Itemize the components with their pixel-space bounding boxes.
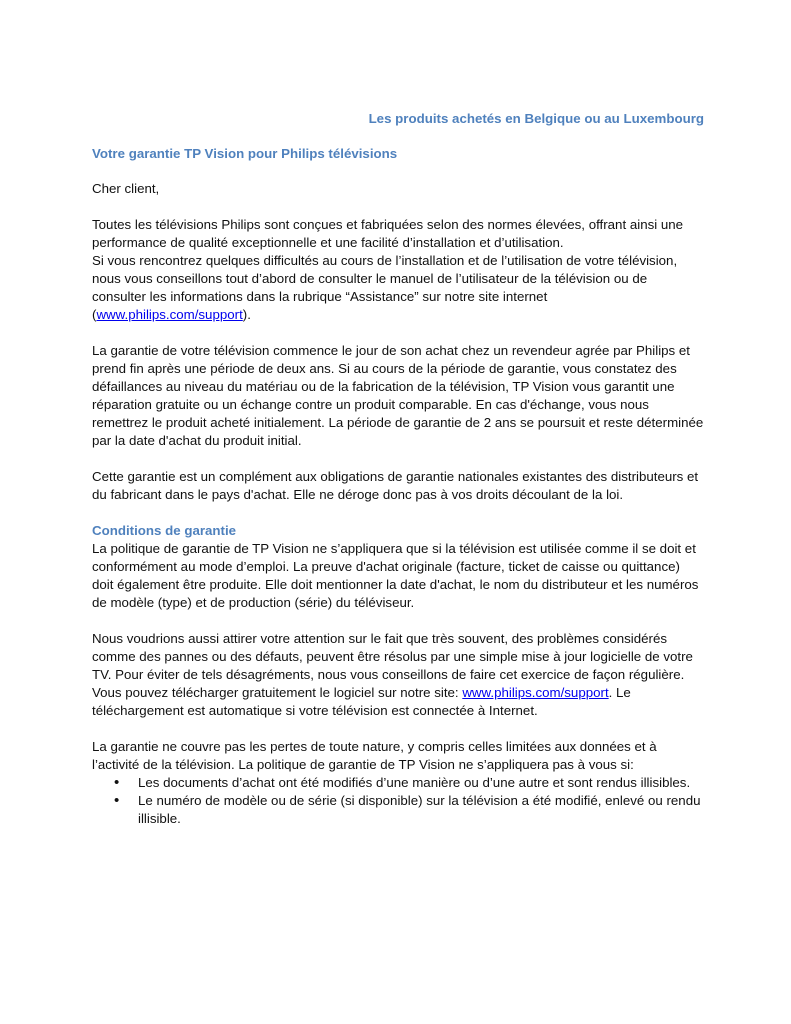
conditions-heading: Conditions de garantie (92, 523, 237, 538)
support-text: Si vous rencontrez quelques difficultés au cours de l’installation et de l’utilisation de votre télévision, nous vous conseillons tout d’abord de consulter le manuel de l’utilisateur de la télévision ou de consulter les informations dans la rubrique “Assistance” sur notre site internet ( (92, 253, 678, 322)
salutation: Cher client, (92, 181, 160, 196)
legal-complement-paragraph: Cette garantie est un complément aux obligations de garantie nationales existantes des distributeurs et du fabricant dans le pays d'achat. Elle ne déroge donc pas à vos droits découlant de la loi. (92, 469, 699, 502)
software-update-paragraph (92, 630, 704, 720)
list-item: • Les documents d’achat ont été modifiés d’une manière ou d’une autre et sont rendus illisibles. (138, 774, 704, 792)
country-title: Les produits achetés en Belgique ou au Luxembourg (368, 111, 704, 126)
support-text-end: ). (242, 307, 251, 322)
exclusions-paragraph: La garantie ne couvre pas les pertes de toute nature, y compris celles limitées aux données et à l’activité de la télévision. La politique de garantie de TP Vision ne s’appliquera pas à vous si: (92, 739, 657, 772)
software-support-link[interactable]: www.philips.com/support (462, 685, 609, 700)
support-link[interactable]: www.philips.com/support (96, 307, 243, 322)
software-text: Nous voudrions aussi attirer votre attention sur le fait que très souvent, des problèmes considérés comme des pannes ou des défauts, peuvent être résolus par une simple mise à jour logicielle de votre TV. Pour éviter de tels désagréments, nous vous conseillons de faire cet exercice de façon régulière. Vous pouvez télécharger gratuitement le logiciel sur notre site: (92, 631, 693, 700)
guarantee-title: Votre garantie TP Vision pour Philips télévisions (92, 146, 398, 161)
warranty-period-paragraph: La garantie de votre télévision commence le jour de son achat chez un revendeur agrée par Philips et prend fin après une période de deux ans. Si au cours de la période de garantie, vous constatez des défaillances au niveau du matériau ou de la fabrication de la télévision, TP Vision vous garantit une réparation gratuite ou un échange contre un produit comparable. En cas d'échange, vous nous remettrez le produit acheté initialement. La période de garantie de 2 ans se poursuit et reste déterminée par la date d'achat du produit initial. (92, 343, 704, 448)
software-text-end: . Le téléchargement est automatique si votre télévision est connectée à Internet. (92, 685, 631, 718)
intro-paragraph: Toutes les télévisions Philips sont conçues et fabriquées selon des normes élevées, offrant ainsi une performance de qualité exceptionnelle et une facilité d’installation et d’utilisation. (92, 217, 684, 250)
exclusions-list (92, 774, 704, 828)
list-item: • Le numéro de modèle ou de série (si disponible) sur la télévision a été modifié, enlevé ou rendu illisible. (138, 792, 704, 828)
conditions-paragraph: La politique de garantie de TP Vision ne s’appliquera que si la télévision est utilisée comme il se doit et conformément au mode d’emploi. La preuve d'achat originale (facture, ticket de caisse ou quittance) doit également être produite. Elle doit mentionner la date d'achat, le nom du distributeur et les numéros de modèle (type) et de production (série) du téléviseur. (92, 541, 699, 610)
support-paragraph (92, 252, 704, 324)
document-page (92, 110, 704, 828)
